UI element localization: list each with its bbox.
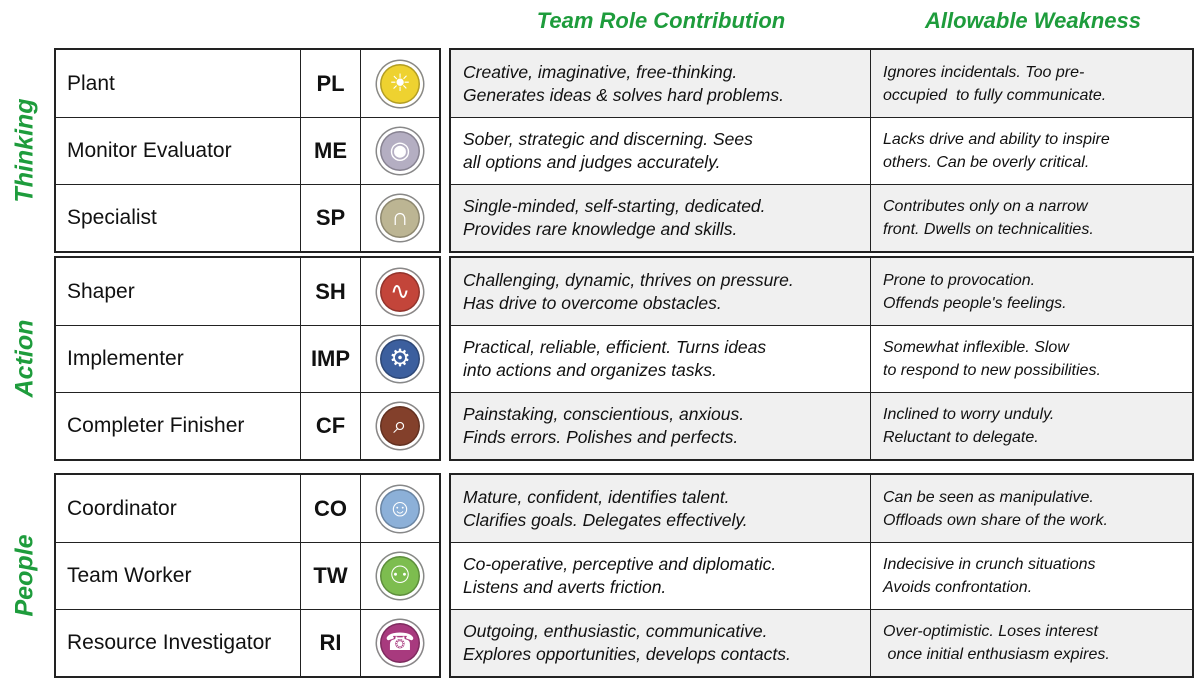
role-names-block-action [54, 256, 441, 461]
role-name: Team Worker [56, 543, 301, 609]
weakness-line: Ignores incidentals. Too pre- [883, 63, 1085, 81]
gears-icon [377, 336, 423, 382]
contribution-line: Has drive to overcome obstacles. [463, 292, 722, 313]
role-name: Monitor Evaluator [56, 118, 301, 184]
weakness-line: Inclined to worry unduly. [883, 406, 1055, 423]
group-label-people [0, 473, 50, 678]
contribution-line: Challenging, dynamic, thrives on pressure. [463, 269, 794, 290]
role-contribution [451, 50, 871, 117]
contribution-line: Single-minded, self-starting, dedicated. [463, 196, 766, 216]
weakness-line: Lacks drive and ability to inspire [883, 131, 1110, 148]
role-row-monitor-evaluator [56, 117, 439, 184]
weakness-line: front. Dwells on technicalities. [883, 221, 1094, 238]
weakness-line: Offends people's feelings. [883, 294, 1067, 312]
contribution-line: Explores opportunities, develops contacts. [463, 644, 791, 664]
person-icon [377, 486, 423, 532]
role-row-resource-investigator [56, 609, 439, 676]
icon-glyph: ☎ [385, 629, 415, 656]
role-row-plant [56, 50, 439, 117]
magnifier-icon [377, 403, 423, 449]
role-desc-row-completer-finisher [451, 392, 1192, 459]
icon-glyph: ◉ [389, 137, 411, 164]
role-abbreviation: CF [301, 393, 361, 459]
role-icon-cell [361, 118, 439, 184]
contribution-line: Generates ideas & solves hard problems. [463, 84, 784, 105]
role-desc-row-plant [451, 50, 1192, 117]
weakness-line: Offloads own share of the work. [883, 511, 1108, 529]
group-label-text: Thinking [10, 98, 39, 203]
role-abbreviation: PL [301, 50, 361, 117]
role-icon-cell [361, 50, 439, 117]
role-row-coordinator [56, 475, 439, 542]
eye-icon [377, 128, 423, 174]
role-desc-row-resource-investigator [451, 609, 1192, 676]
phone-icon [377, 620, 423, 666]
icon-glyph: ☀ [389, 69, 411, 97]
role-name: Specialist [56, 185, 301, 251]
role-name: Implementer [56, 326, 301, 392]
role-contribution [451, 475, 871, 542]
role-abbreviation: IMP [301, 326, 361, 392]
role-weakness [871, 258, 1192, 325]
weakness-line: others. Can be overly critical. [883, 154, 1090, 171]
contribution-line: into actions and organizes tasks. [463, 360, 717, 380]
role-contribution [451, 185, 871, 251]
role-contribution [451, 326, 871, 392]
magnet-icon [377, 195, 423, 241]
role-desc-row-shaper [451, 258, 1192, 325]
role-desc-row-coordinator [451, 475, 1192, 542]
contribution-line: Clarifies goals. Delegates effectively. [463, 509, 748, 530]
role-weakness [871, 393, 1192, 459]
icon-glyph: ∩ [391, 204, 409, 231]
group-label-text: People [10, 534, 39, 617]
weakness-line: Over-optimistic. Loses interest [883, 623, 1098, 640]
role-abbreviation: RI [301, 610, 361, 676]
role-abbreviation: SP [301, 185, 361, 251]
role-name: Shaper [56, 258, 301, 325]
icon-glyph: ∿ [389, 277, 411, 305]
role-name: Resource Investigator [56, 610, 301, 676]
role-contribution [451, 543, 871, 609]
role-row-shaper [56, 258, 439, 325]
contribution-line: Sober, strategic and discerning. Sees [463, 129, 753, 149]
icon-glyph: ⚇ [389, 562, 411, 589]
role-desc-row-monitor-evaluator [451, 117, 1192, 184]
contribution-line: all options and judges accurately. [463, 152, 721, 172]
lightbulb-icon [377, 61, 423, 107]
role-icon-cell [361, 610, 439, 676]
role-descriptions-block-thinking [449, 48, 1194, 253]
role-weakness [871, 185, 1192, 251]
group-label-action [0, 256, 50, 461]
role-weakness [871, 475, 1192, 542]
team-role-contribution-header: Team Role Contribution [536, 8, 786, 33]
role-weakness [871, 543, 1192, 609]
role-descriptions-block-action [449, 256, 1194, 461]
role-contribution [451, 393, 871, 459]
weakness-line: Reluctant to delegate. [883, 429, 1039, 446]
contribution-line: Mature, confident, identifies talent. [463, 486, 730, 507]
role-weakness [871, 326, 1192, 392]
role-weakness [871, 118, 1192, 184]
role-abbreviation: CO [301, 475, 361, 542]
role-abbreviation: SH [301, 258, 361, 325]
weakness-line: Indecisive in crunch situations [883, 556, 1096, 573]
contribution-line: Painstaking, conscientious, anxious. [463, 404, 745, 424]
role-abbreviation: TW [301, 543, 361, 609]
weakness-line: to respond to new possibilities. [883, 362, 1101, 379]
role-names-block-people [54, 473, 441, 678]
contribution-line: Co-operative, perceptive and diplomatic. [463, 554, 777, 574]
weakness-line: once initial enthusiasm expires. [883, 646, 1110, 663]
whip-icon [377, 269, 423, 315]
role-contribution [451, 118, 871, 184]
contribution-line: Outgoing, enthusiastic, communicative. [463, 621, 768, 641]
icon-glyph: ⚙ [389, 345, 411, 372]
contribution-line: Creative, imaginative, free-thinking. [463, 61, 738, 82]
role-desc-row-implementer [451, 325, 1192, 392]
role-icon-cell [361, 326, 439, 392]
group-label-thinking [0, 48, 50, 253]
role-weakness [871, 50, 1192, 117]
icon-glyph: ⌕ [393, 412, 407, 439]
role-row-specialist [56, 184, 439, 251]
role-icon-cell [361, 475, 439, 542]
role-row-implementer [56, 325, 439, 392]
role-icon-cell [361, 258, 439, 325]
contribution-line: Practical, reliable, efficient. Turns ideas [463, 337, 767, 357]
role-desc-row-team-worker [451, 542, 1192, 609]
role-descriptions-block-people [449, 473, 1194, 678]
contribution-line: Finds errors. Polishes and perfects. [463, 427, 739, 447]
contribution-line: Listens and averts friction. [463, 577, 667, 597]
contribution-line: Provides rare knowledge and skills. [463, 219, 738, 239]
weakness-line: occupied to fully communicate. [883, 86, 1107, 104]
people-icon [377, 553, 423, 599]
role-contribution [451, 258, 871, 325]
role-icon-cell [361, 543, 439, 609]
role-contribution [451, 610, 871, 676]
role-icon-cell [361, 185, 439, 251]
role-name: Coordinator [56, 475, 301, 542]
icon-glyph: ☺ [387, 494, 413, 522]
group-label-text: Action [10, 319, 39, 398]
weakness-line: Avoids confrontation. [883, 579, 1033, 596]
weakness-line: Prone to provocation. [883, 271, 1036, 289]
role-name: Plant [56, 50, 301, 117]
role-icon-cell [361, 393, 439, 459]
role-row-completer-finisher [56, 392, 439, 459]
role-names-block-thinking [54, 48, 441, 253]
role-desc-row-specialist [451, 184, 1192, 251]
role-name: Completer Finisher [56, 393, 301, 459]
allowable-weakness-header: Allowable Weakness [924, 8, 1141, 33]
role-row-team-worker [56, 542, 439, 609]
weakness-line: Contributes only on a narrow [883, 198, 1088, 215]
weakness-line: Can be seen as manipulative. [883, 488, 1094, 506]
weakness-line: Somewhat inflexible. Slow [883, 339, 1069, 356]
role-weakness [871, 610, 1192, 676]
role-abbreviation: ME [301, 118, 361, 184]
